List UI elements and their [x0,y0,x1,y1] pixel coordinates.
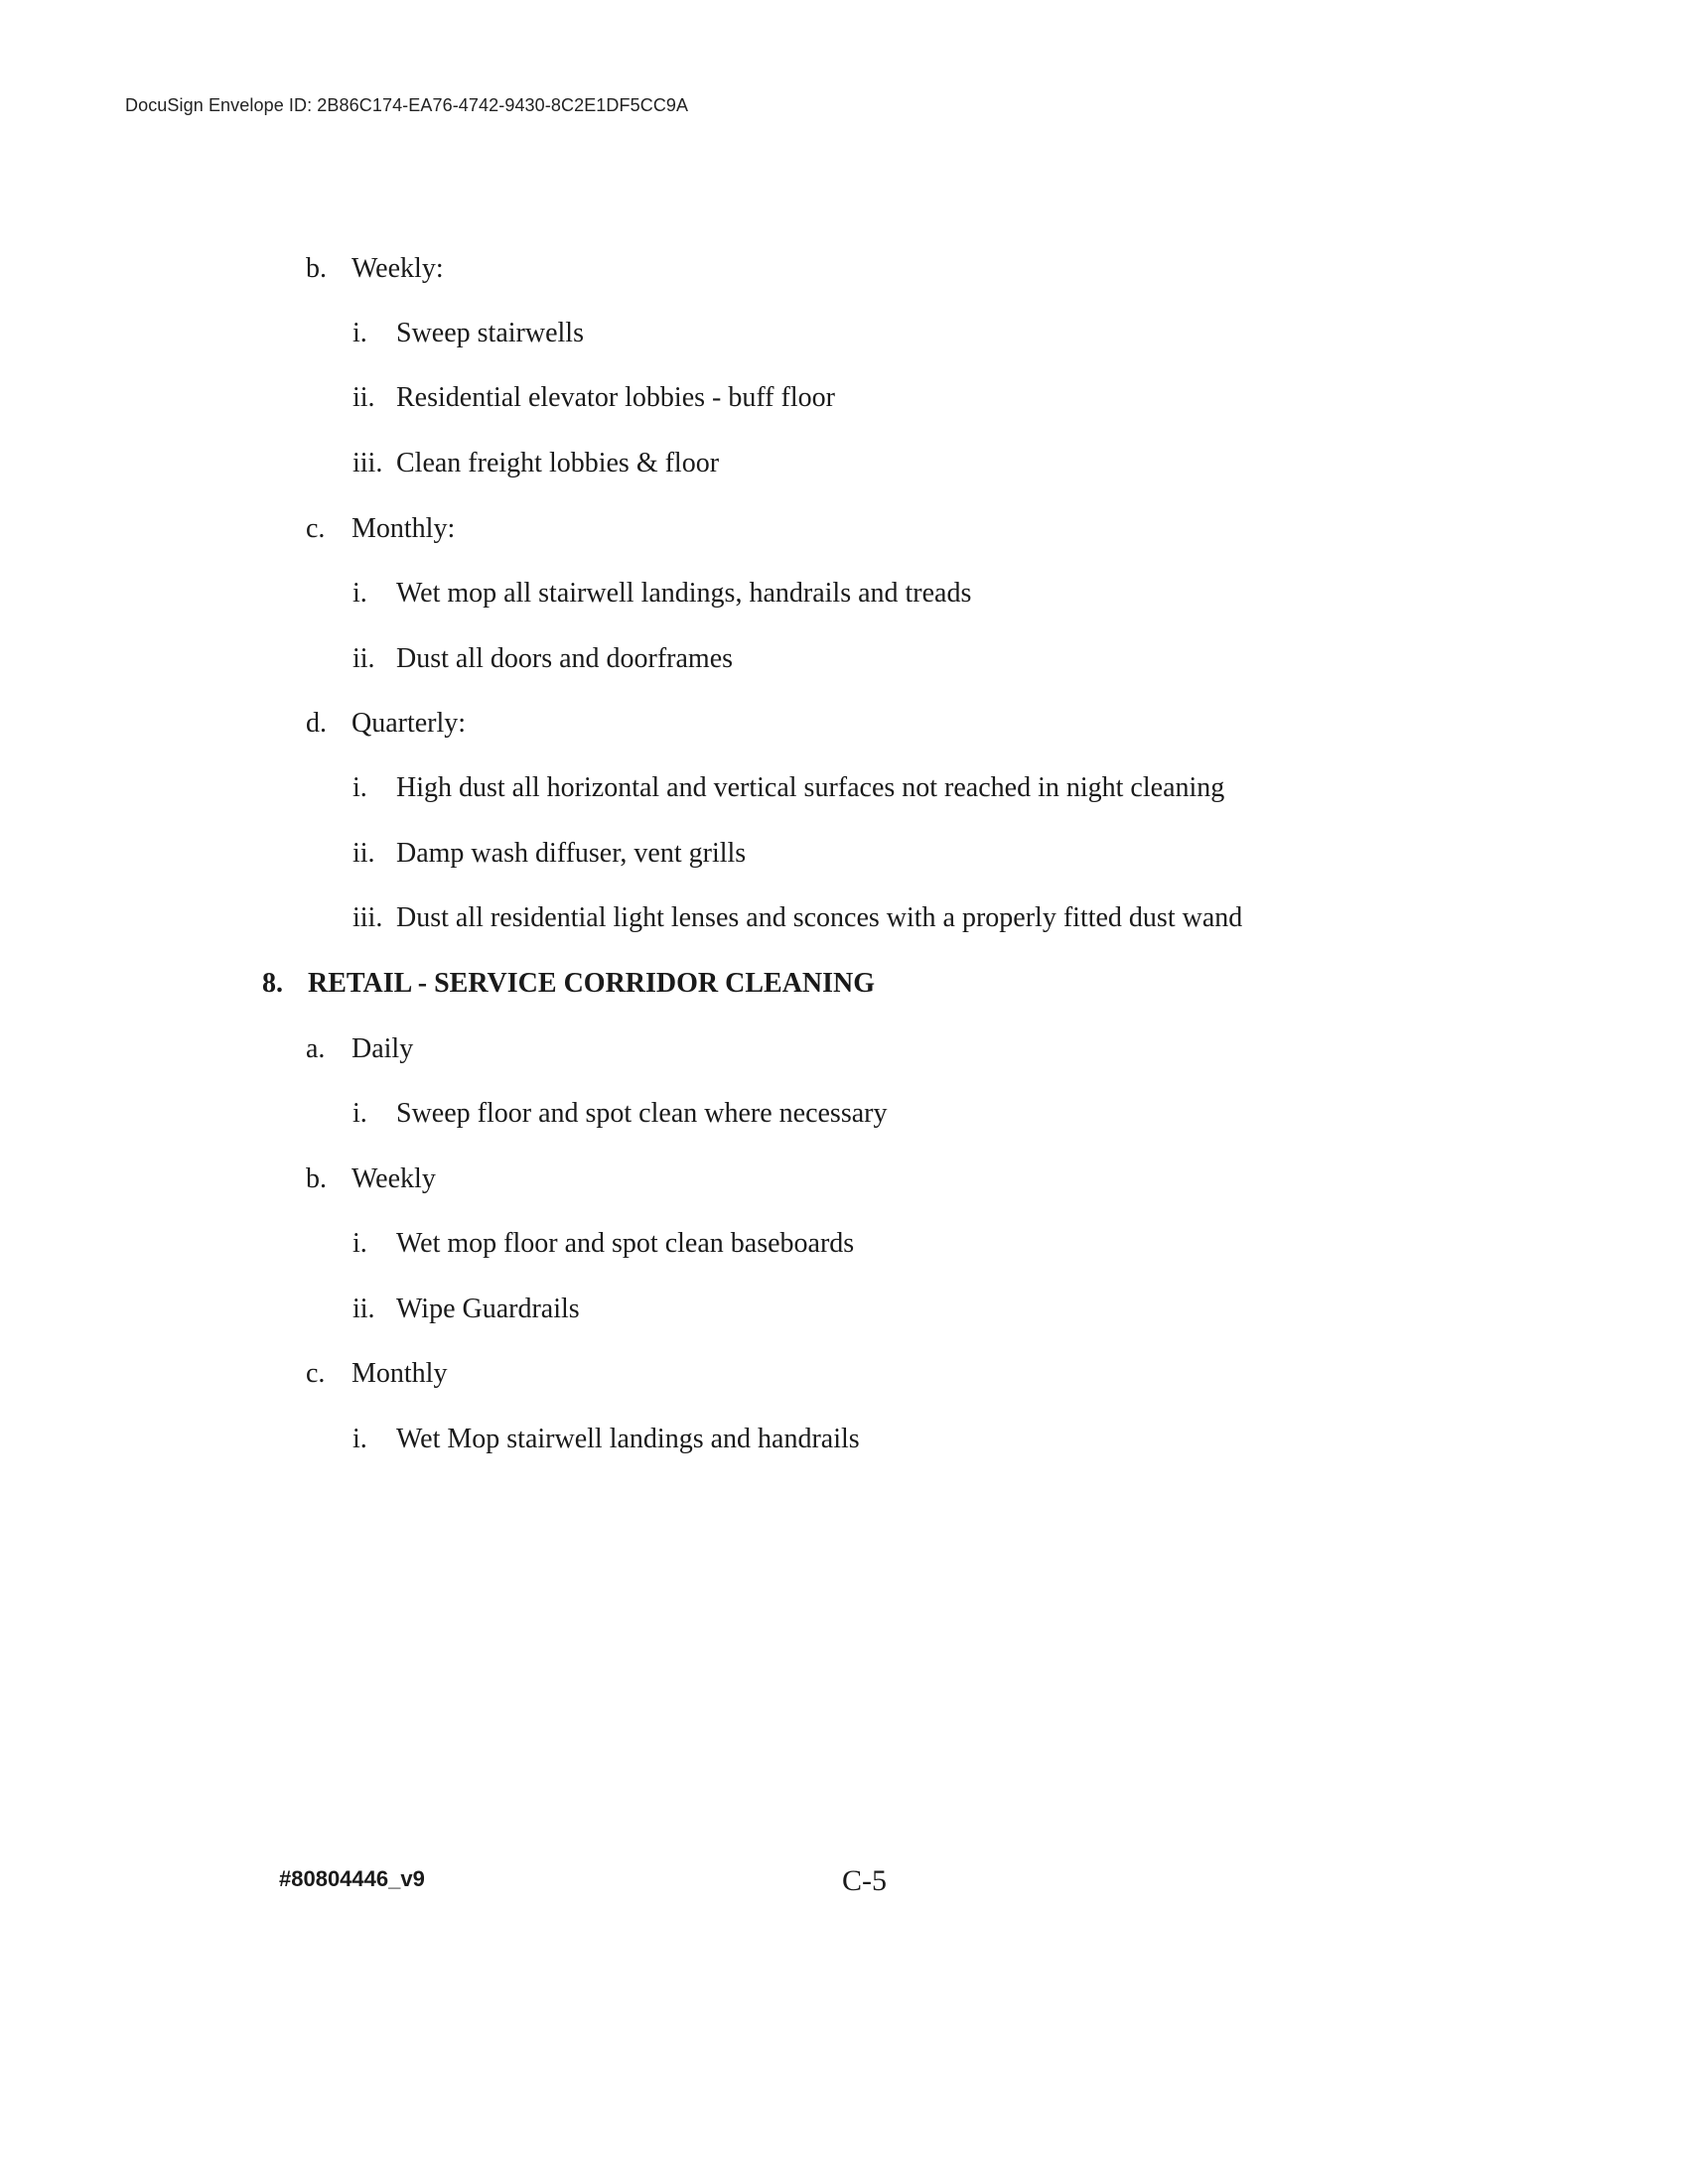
list-marker: i. [352,578,367,609]
list-item [352,645,733,673]
list-item [352,1426,860,1453]
section-title: RETAIL - SERVICE CORRIDOR CLEANING [308,968,876,999]
list-item [352,1230,854,1258]
list-item [352,1296,580,1323]
list-item-text: Damp wash diffuser, vent grills [396,838,747,869]
list-item-text: Wet mop all stairwell landings, handrails and treads [396,578,972,609]
subsection-label: Monthly: [352,513,456,544]
section-number: 8. [262,968,283,999]
subsection-label: Monthly [352,1358,448,1389]
subsection-label: Quarterly: [352,708,467,739]
list-item-text: Dust all doors and doorframes [396,643,734,674]
list-item [352,904,1242,932]
list-marker: ii. [352,838,375,869]
subsection-daily [306,1035,413,1063]
list-marker: b. [306,1163,327,1194]
list-marker: a. [306,1033,326,1064]
list-marker: i. [352,1098,367,1129]
list-item-text: Dust all residential light lenses and sconces with a properly fitted dust wand [396,902,1243,933]
list-item-text: Wet Mop stairwell landings and handrails [396,1424,860,1454]
list-item-text: Sweep floor and spot clean where necessary [396,1098,888,1129]
subsection-label: Weekly: [352,253,444,284]
list-item [352,320,584,347]
list-marker: d. [306,708,327,739]
list-item [352,840,746,868]
docusign-envelope-id: DocuSign Envelope ID: 2B86C174-EA76-4742-9430-8C2E1DF5CC9A [125,95,689,115]
list-marker: i. [352,772,367,803]
list-item-text: Wipe Guardrails [396,1294,580,1324]
subsection-monthly [306,515,455,543]
subsection-weekly [306,255,444,283]
list-marker: iii. [352,902,383,933]
list-item-text: Clean freight lobbies & floor [396,448,720,478]
list-item [352,580,971,608]
subsection-weekly [306,1165,436,1193]
list-marker: i. [352,1424,367,1454]
subsection-quarterly [306,710,466,738]
subsection-label: Daily [352,1033,414,1064]
list-marker: ii. [352,643,375,674]
list-marker: c. [306,1358,326,1389]
list-item [352,774,1224,802]
list-marker: ii. [352,382,375,413]
list-marker: ii. [352,1294,375,1324]
list-item [352,384,835,412]
list-item-text: Wet mop floor and spot clean baseboards [396,1228,855,1259]
list-marker: b. [306,253,327,284]
list-marker: i. [352,1228,367,1259]
section-heading [262,970,875,998]
list-item [352,450,719,478]
list-item [352,1100,887,1128]
list-marker: c. [306,513,326,544]
subsection-label: Weekly [352,1163,436,1194]
list-item-text: High dust all horizontal and vertical surfaces not reached in night cleaning [396,772,1225,803]
page-number: C-5 [842,1864,887,1897]
list-marker: i. [352,318,367,348]
list-marker: iii. [352,448,383,478]
subsection-monthly [306,1360,447,1388]
document-number: #80804446_v9 [279,1866,425,1891]
list-item-text: Residential elevator lobbies - buff floor [396,382,835,413]
list-item-text: Sweep stairwells [396,318,584,348]
